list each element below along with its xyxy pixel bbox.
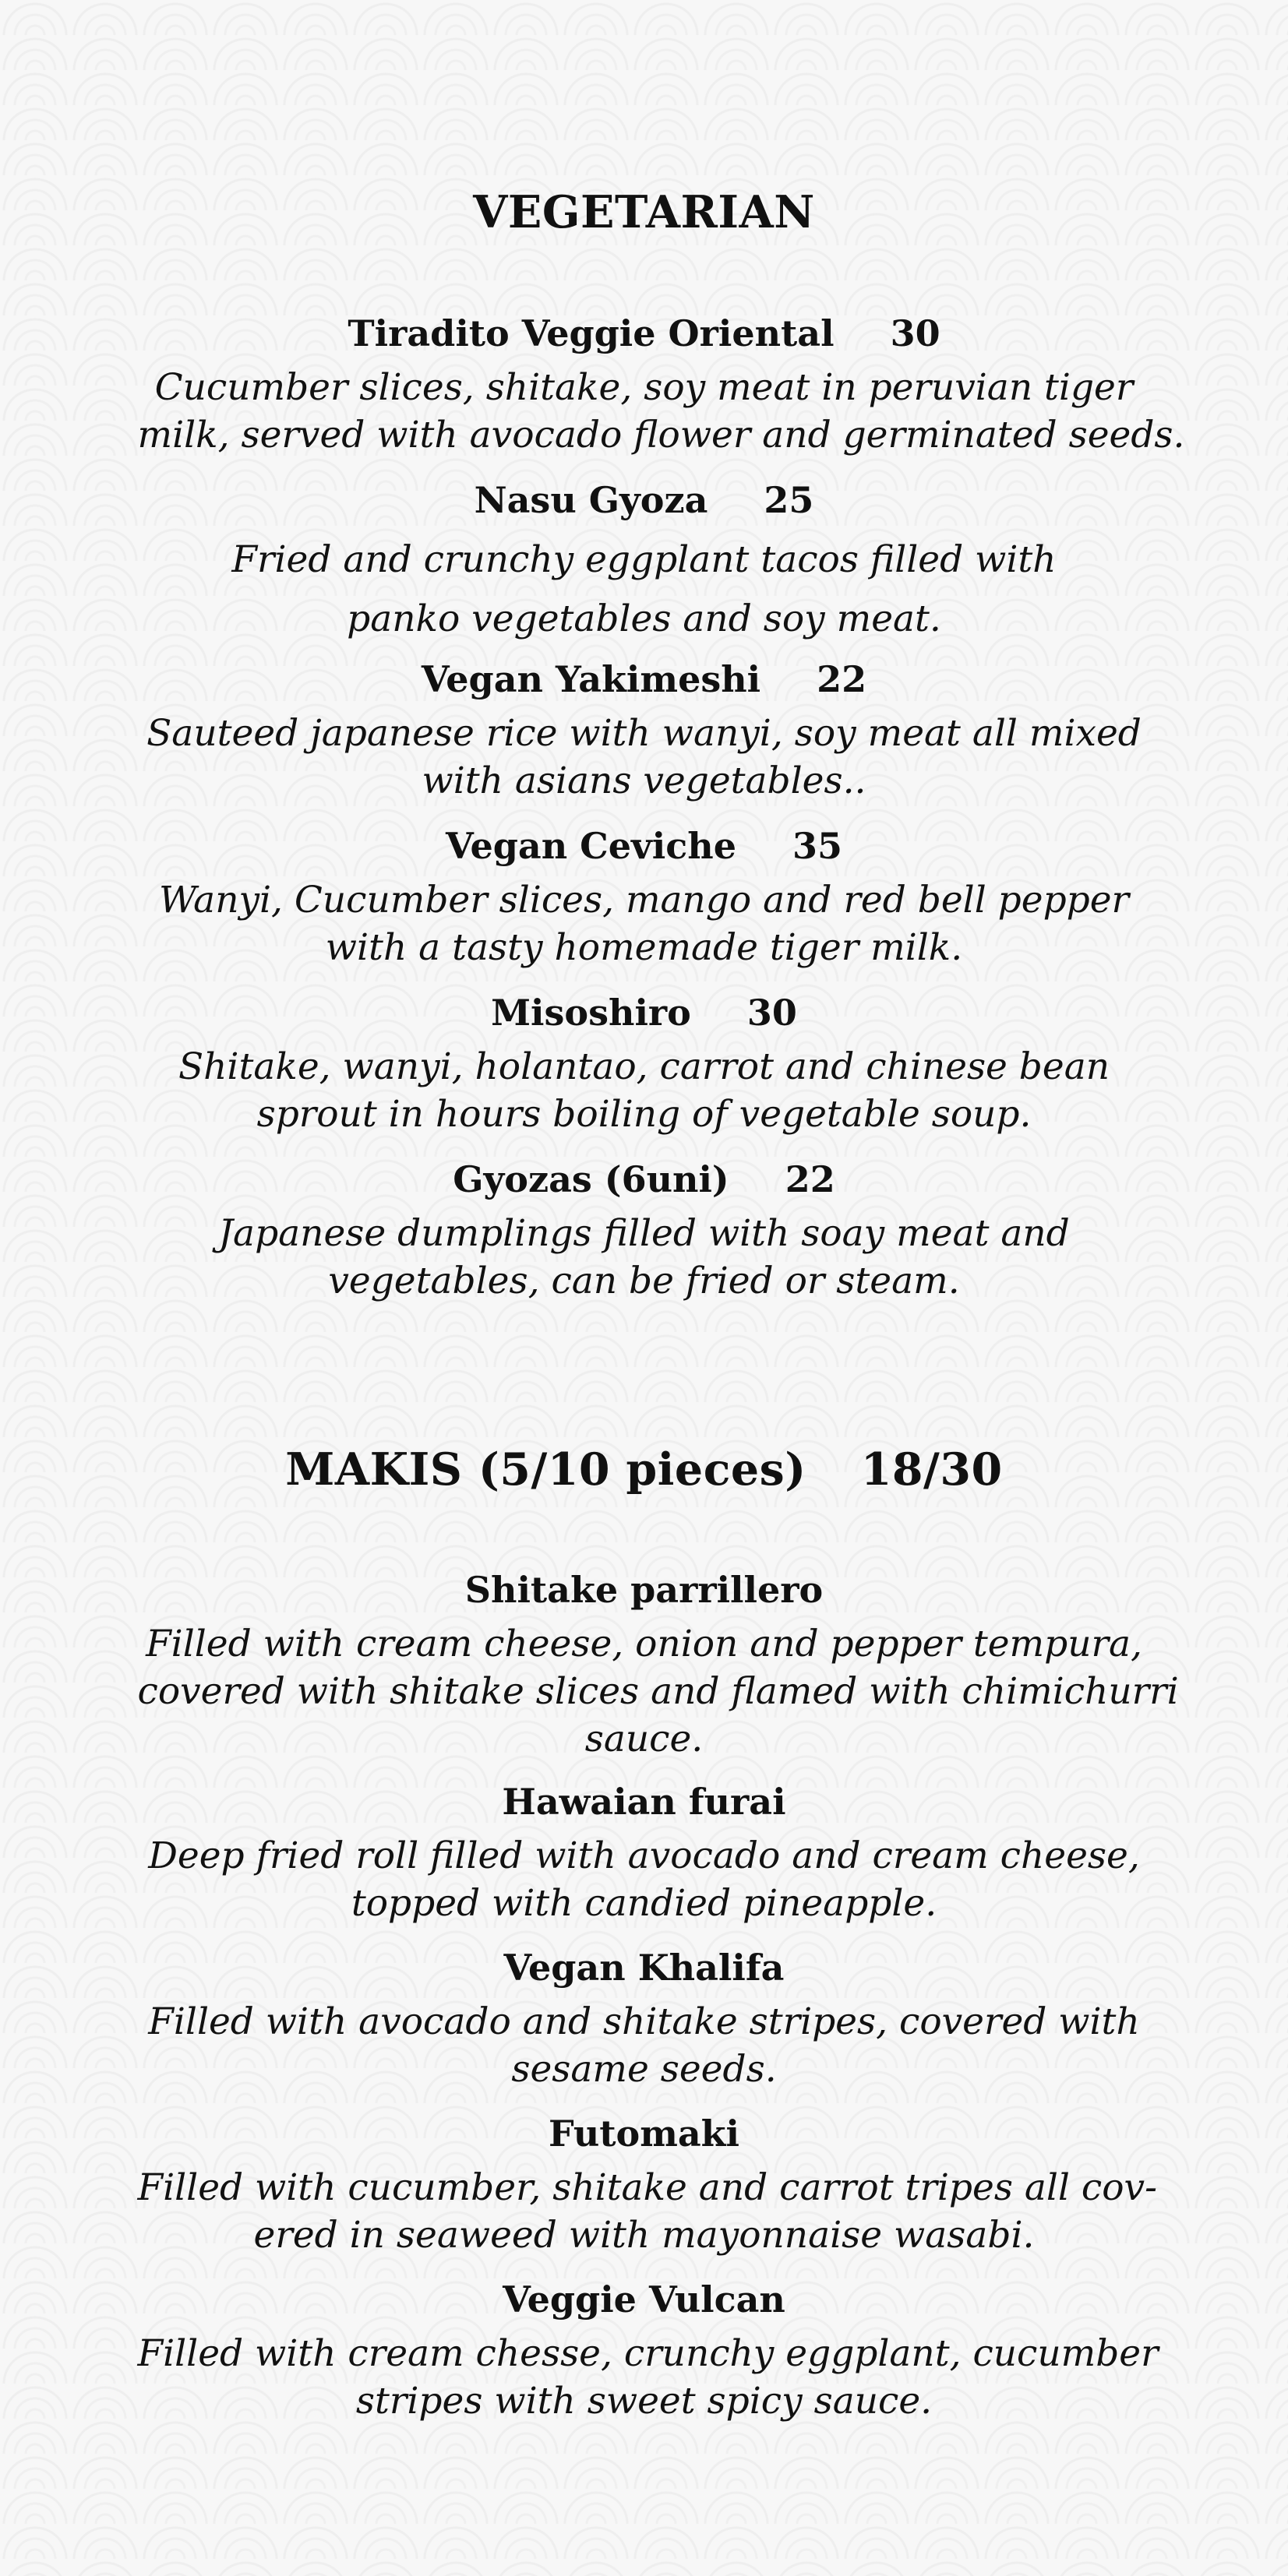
item-description — [137, 364, 1185, 459]
menu-item — [0, 476, 1288, 655]
item-price: 35 — [792, 825, 842, 867]
description-line: ered in seaweed with mayonnaise wasabi. — [253, 2214, 1035, 2257]
description-line: Filled with cream cheese, onion and pepper tempura, — [146, 1623, 1142, 1665]
menu-item — [0, 1943, 1288, 2109]
description-line: topped with candied pineapple. — [351, 1882, 937, 1925]
menu-item — [0, 2275, 1288, 2441]
description-line: Cucumber slices, shitake, soy meat in peruvian tiger — [154, 366, 1134, 409]
item-name: Hawaian furai — [502, 1781, 786, 1823]
item-price: 22 — [785, 1158, 835, 1200]
item-name: Gyozas (6uni) — [453, 1158, 729, 1200]
section-title-text: MAKIS (5/10 pieces) — [285, 1443, 806, 1496]
item-price: 25 — [764, 479, 814, 521]
section-title: VEGETARIAN — [473, 186, 815, 238]
item-name: Veggie Vulcan — [503, 2278, 785, 2321]
item-description — [137, 2164, 1157, 2259]
item-description — [138, 1043, 1151, 1138]
item-description — [137, 2330, 1159, 2425]
description-line: with asians vegetables.. — [422, 759, 866, 802]
item-name: Tiradito Veggie Oriental — [348, 312, 835, 354]
description-line: covered with shitake slices and flamed with chimichurri — [137, 1670, 1179, 1713]
menu-item — [0, 655, 1288, 822]
item-name: Nasu Gyoza — [474, 479, 708, 521]
vegetarian-items — [0, 309, 1288, 1322]
description-line: Japanese dumplings filled with soay meat and — [218, 1212, 1070, 1255]
item-price: 30 — [890, 312, 940, 354]
menu-item — [0, 1778, 1288, 1943]
section-title — [0, 1443, 1288, 1497]
item-price: 22 — [817, 658, 867, 700]
description-line: Filled with cream chesse, crunchy eggplant, cucumber — [137, 2332, 1159, 2375]
item-name: Shitake parrillero — [464, 1569, 824, 1611]
description-line: sauce. — [584, 1718, 704, 1760]
vegetarian-section-header — [0, 185, 1288, 240]
item-name: Futomaki — [548, 2113, 740, 2155]
description-line: Sauteed japanese rice with wanyi, soy meat all mixed — [146, 712, 1142, 755]
item-description — [138, 530, 1151, 649]
description-line: Filled with cucumber, shitake and carrot tripes all cov- — [137, 2166, 1157, 2209]
description-line: sesame seeds. — [511, 2048, 777, 2091]
menu-item — [0, 1566, 1288, 1778]
maki-items — [0, 1566, 1288, 2441]
menu-item — [0, 988, 1288, 1155]
description-line: vegetables, can be fried or steam. — [328, 1260, 960, 1302]
item-description — [137, 1620, 1179, 1763]
makis-section-header — [0, 1443, 1288, 1497]
menu-item — [0, 2109, 1288, 2275]
item-description — [138, 1210, 1151, 1305]
item-description — [138, 1998, 1151, 2093]
item-description — [138, 876, 1151, 971]
description-line: Wanyi, Cucumber slices, mango and red bell pepper — [158, 879, 1130, 922]
description-line: panko vegetables and soy meat. — [347, 597, 941, 640]
description-line: milk, served with avocado flower and germinated seeds. — [137, 414, 1185, 456]
description-line: Shitake, wanyi, holantao, carrot and chinese bean — [178, 1045, 1110, 1088]
menu-item — [0, 1155, 1288, 1322]
description-line: stripes with sweet spicy sauce. — [355, 2380, 933, 2423]
description-line: Fried and crunchy eggplant tacos filled with — [231, 538, 1057, 581]
menu-item — [0, 309, 1288, 476]
description-line: with a tasty homemade tiger milk. — [325, 926, 963, 969]
menu-item — [0, 822, 1288, 988]
description-line: Deep fried roll filled with avocado and cream cheese, — [148, 1834, 1140, 1877]
description-line: sprout in hours boiling of vegetable soup. — [256, 1093, 1032, 1136]
item-name: Vegan Ceviche — [446, 825, 736, 867]
item-price: 30 — [746, 992, 797, 1034]
item-name: Vegan Yakimeshi — [421, 658, 761, 700]
item-description — [138, 1832, 1151, 1927]
description-line: Filled with avocado and shitake stripes, covered with — [148, 2000, 1140, 2043]
section-price: 18/30 — [860, 1443, 1003, 1496]
item-name: Misoshiro — [491, 992, 691, 1034]
item-name: Vegan Khalifa — [503, 1947, 785, 1989]
item-description — [138, 710, 1151, 805]
